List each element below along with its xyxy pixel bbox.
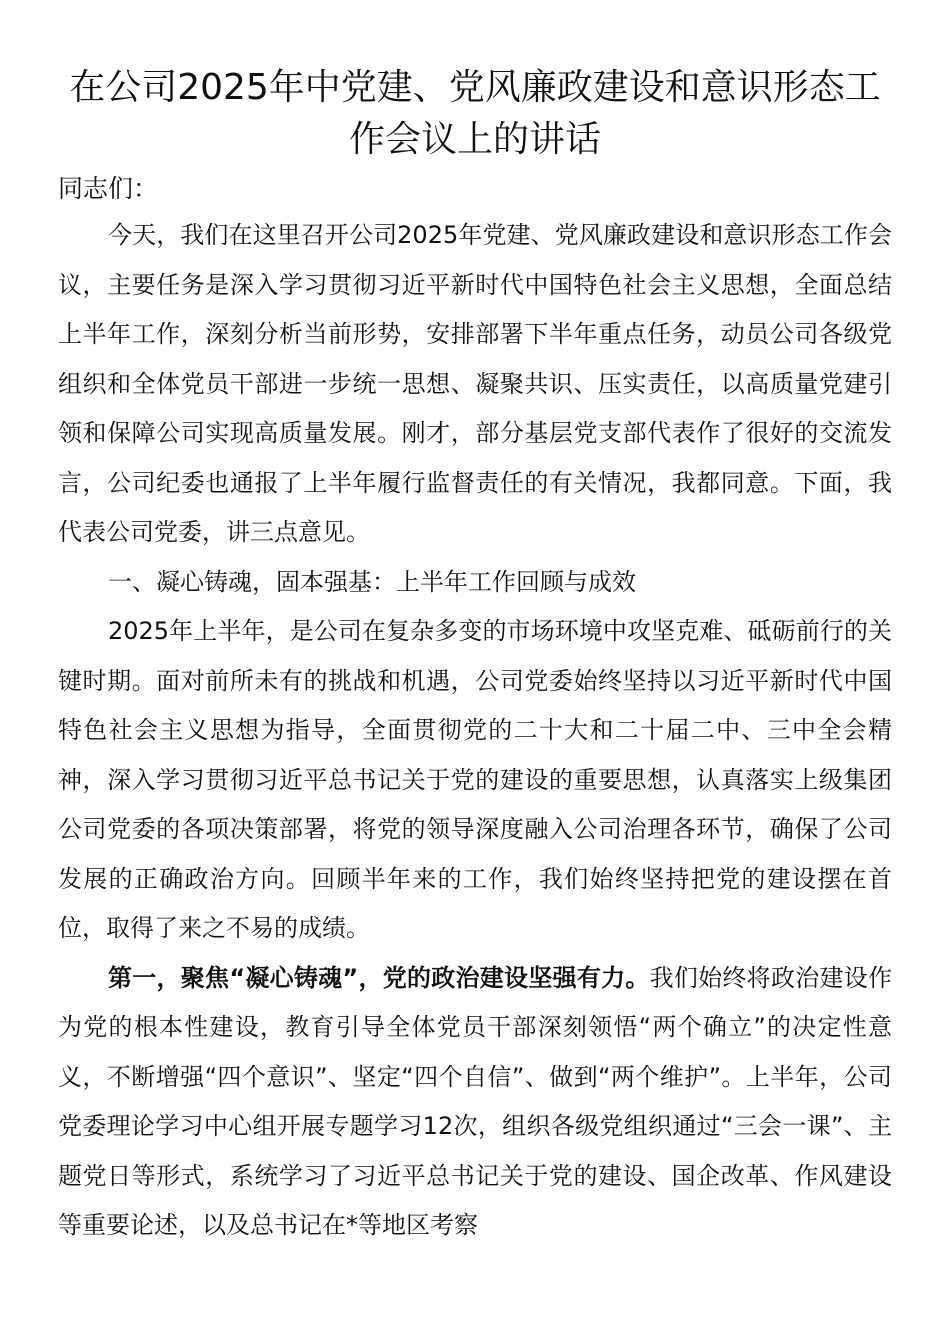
paragraph-intro: 今天，我们在这里召开公司2025年党建、党风廉政建设和意识形态工作会议，主要任务是深入学习贯彻习近平新时代中国特色社会主义思想，全面总结上半年工作，深刻分析当前形势，安排部署下半年重点任务，动员公司各级党组织和全体党员干部进一步统一思想、凝聚共识、压实责任，以高质量党建引领和保障公司实现高质量发展。刚才，部分基层党支部代表作了很好的交流发言，公司纪委也通报了上半年履行监督责任的有关情况，我都同意。下面，我代表公司党委，讲三点意见。 xyxy=(58,221,892,546)
paragraph-review: 2025年上半年，是公司在复杂多变的市场环境中攻坚克难、砥砺前行的关键时期。面对前所未有的挑战和机遇，公司党委始终坚持以习近平新时代中国特色社会主义思想为指导，全面贯彻党的二十大和二十届二中、三中全会精神，深入学习贯彻习近平总书记关于党的建设的重要思想，认真落实上级集团公司党委的各项决策部署，将党的领导深度融入公司治理各环节，确保了公司发展的正确政治方向。回顾半年来的工作，我们始终坚持把党的建设摆在首位，取得了来之不易的成绩。 xyxy=(58,617,892,942)
section-heading-1: 一、凝心铸魂，固本强基：上半年工作回顾与成效 xyxy=(108,567,636,596)
document-page xyxy=(58,62,892,1251)
document-title: 在公司2025年中党建、党风廉政建设和意识形态工作会议上的讲话 xyxy=(69,67,881,160)
paragraph-body: 我们始终将政治建设作为党的根本性建设，教育引导全体党员干部深刻领悟“两个确立”的决定性意义，不断增强“四个意识”、坚定“四个自信”、做到“两个维护”。上半年，公司党委理论学习中心组开展专题学习12次，组织各级党组织通过“三会一课”、主题党日等形式，系统学习了习近平总书记关于党的建设、国企改革、作风建设等重要论述，以及总书记在*等地区考察 xyxy=(58,963,893,1239)
paragraph-political-building xyxy=(58,954,892,1251)
salutation: 同志们： xyxy=(58,174,159,203)
paragraph-lead-bold: 第一，聚焦“凝心铸魂”，党的政治建设坚强有力。 xyxy=(108,963,650,992)
